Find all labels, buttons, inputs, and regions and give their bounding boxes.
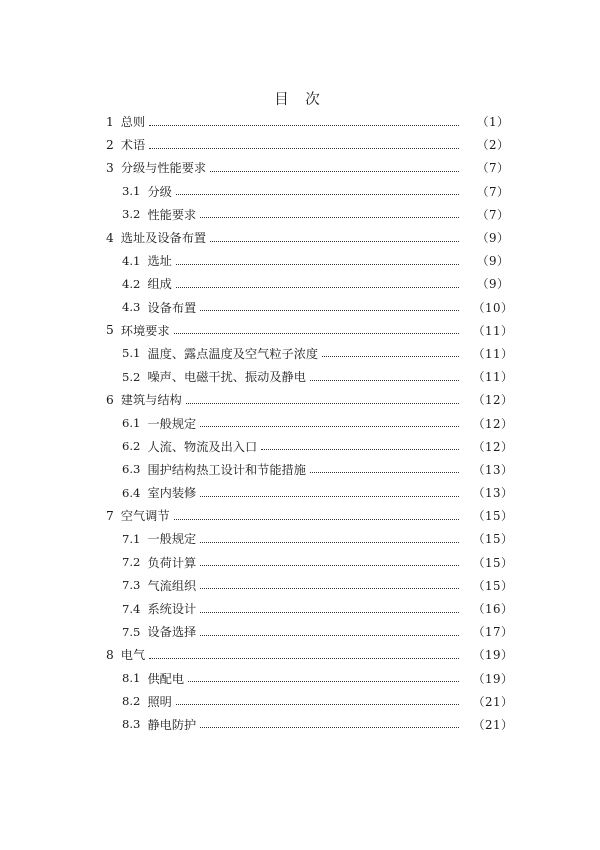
toc-subentry[interactable] <box>0 597 600 620</box>
dot-leader <box>200 541 459 543</box>
toc-entry[interactable] <box>0 643 600 666</box>
dot-leader <box>149 147 459 149</box>
toc-entry-page: （13） <box>472 486 514 501</box>
toc-entry[interactable] <box>0 156 600 179</box>
toc-subentry[interactable] <box>0 481 600 504</box>
toc-entry-page: （9） <box>476 254 510 269</box>
toc-entry-label: 选址 <box>147 254 172 269</box>
toc-entry-label: 总则 <box>120 115 146 130</box>
toc-entry-label: 照明 <box>147 694 172 709</box>
dot-leader <box>176 703 459 705</box>
dot-leader <box>200 564 459 566</box>
toc-entry-label: 室内装修 <box>147 486 197 501</box>
toc-entry-number: 7.3 <box>122 578 141 593</box>
page-title: 目 次 <box>274 92 326 108</box>
toc-entry[interactable] <box>0 110 600 133</box>
dot-leader <box>310 471 459 473</box>
toc-entry-label: 环境要求 <box>120 323 170 338</box>
dot-leader <box>200 611 459 613</box>
toc-entry[interactable] <box>0 226 600 249</box>
toc-subentry[interactable] <box>0 272 600 295</box>
toc-entry-label: 选址及设备布置 <box>120 231 207 246</box>
toc-entry-number: 7.4 <box>122 601 141 616</box>
toc-entry-label: 气流组织 <box>147 578 197 593</box>
toc-entry-number: 1 <box>106 114 114 129</box>
toc-subentry[interactable] <box>0 435 600 458</box>
toc-entry-page: （12） <box>472 439 514 454</box>
toc-entry-number: 2 <box>106 137 114 152</box>
dot-leader <box>200 425 459 427</box>
dot-leader <box>200 587 459 589</box>
toc-entry-page: （15） <box>472 509 514 524</box>
dot-leader <box>200 634 459 636</box>
toc-entry-page: （7） <box>476 184 510 199</box>
toc-entry-page: （12） <box>472 416 514 431</box>
toc-subentry[interactable] <box>0 296 600 319</box>
dot-leader <box>210 170 459 172</box>
toc-entry-label: 围护结构热工设计和节能措施 <box>147 462 306 477</box>
toc-entry-number: 7.5 <box>122 624 141 639</box>
toc-subentry[interactable] <box>0 690 600 713</box>
toc-entry-number: 6.3 <box>122 462 141 477</box>
toc-subentry[interactable] <box>0 342 600 365</box>
toc-entry-number: 8.1 <box>122 671 141 686</box>
toc-entry-number: 5.2 <box>122 369 141 384</box>
toc-entry-page: （12） <box>472 393 514 408</box>
toc-subentry[interactable] <box>0 713 600 736</box>
toc-subentry[interactable] <box>0 203 600 226</box>
toc-entry-number: 5 <box>106 323 114 338</box>
toc-entry-number: 4.1 <box>122 253 141 268</box>
toc-entry-number: 4 <box>106 230 114 245</box>
toc-entry[interactable] <box>0 133 600 156</box>
toc-entry-page: （15） <box>472 578 514 593</box>
toc-subentry[interactable] <box>0 551 600 574</box>
toc-entry-page: （16） <box>472 602 514 617</box>
toc-subentry[interactable] <box>0 527 600 550</box>
toc-subentry[interactable] <box>0 249 600 272</box>
dot-leader <box>210 240 459 242</box>
toc-entry-label: 噪声、电磁干扰、振动及静电 <box>147 370 306 385</box>
toc-entry-label: 设备选择 <box>147 625 197 640</box>
toc-entry-number: 4.2 <box>122 276 141 291</box>
toc-entry-page: （21） <box>472 694 514 709</box>
toc-entry-label: 空气调节 <box>120 509 170 524</box>
toc-entry-label: 性能要求 <box>147 207 197 222</box>
dot-leader <box>200 309 459 311</box>
toc-entry-page: （15） <box>472 555 514 570</box>
toc-entry-number: 4.3 <box>122 300 141 315</box>
dot-leader <box>200 726 459 728</box>
toc-entry-page: （10） <box>472 300 514 315</box>
toc-subentry[interactable] <box>0 620 600 643</box>
dot-leader <box>176 263 459 265</box>
toc-entry-page: （17） <box>472 625 514 640</box>
toc-entry-page: （1） <box>476 115 510 130</box>
toc-subentry[interactable] <box>0 365 600 388</box>
dot-leader <box>174 518 459 520</box>
dot-leader <box>188 680 459 682</box>
toc-subentry[interactable] <box>0 574 600 597</box>
toc-entry-number: 3 <box>106 160 114 175</box>
toc-entry[interactable] <box>0 504 600 527</box>
toc-entry[interactable] <box>0 319 600 342</box>
toc-entry-number: 6.4 <box>122 485 141 500</box>
toc-entry-label: 设备布置 <box>147 300 197 315</box>
dot-leader <box>149 657 459 659</box>
toc-entry-label: 建筑与结构 <box>120 393 182 408</box>
toc-entry-number: 8.2 <box>122 694 141 709</box>
toc-entry-number: 6 <box>106 392 114 407</box>
dot-leader <box>322 355 459 357</box>
toc-entry-label: 供配电 <box>147 671 185 686</box>
dot-leader <box>200 216 459 218</box>
toc-entry-number: 6.2 <box>122 439 141 454</box>
toc-entry-page: （7） <box>476 161 510 176</box>
toc-entry-page: （11） <box>472 370 514 385</box>
toc-entry-page: （11） <box>472 323 514 338</box>
dot-leader <box>261 448 459 450</box>
toc-entry-page: （11） <box>472 346 514 361</box>
toc-entry-page: （19） <box>472 648 514 663</box>
toc-entry-number: 7 <box>106 508 114 523</box>
toc-entry-number: 8 <box>106 647 114 662</box>
toc-entry-label: 一般规定 <box>147 416 197 431</box>
dot-leader <box>186 402 459 404</box>
table-of-contents <box>0 110 600 736</box>
dot-leader <box>176 193 459 195</box>
toc-entry-page: （13） <box>472 462 514 477</box>
toc-entry-label: 分级 <box>147 184 172 199</box>
toc-entry-number: 7.2 <box>122 555 141 570</box>
toc-entry-label: 一般规定 <box>147 532 197 547</box>
toc-entry-label: 电气 <box>120 648 146 663</box>
toc-subentry[interactable] <box>0 180 600 203</box>
toc-entry-label: 负荷计算 <box>147 555 197 570</box>
toc-entry-number: 3.1 <box>122 184 141 199</box>
toc-entry-number: 7.1 <box>122 531 141 546</box>
dot-leader <box>310 379 459 381</box>
toc-entry-number: 8.3 <box>122 717 141 732</box>
dot-leader <box>149 124 459 126</box>
toc-entry-page: （19） <box>472 671 514 686</box>
toc-entry-page: （2） <box>476 138 510 153</box>
toc-entry-page: （7） <box>476 207 510 222</box>
toc-entry-label: 术语 <box>120 138 146 153</box>
toc-subentry[interactable] <box>0 667 600 690</box>
toc-entry-number: 5.1 <box>122 346 141 361</box>
toc-entry-label: 静电防护 <box>147 717 197 732</box>
toc-subentry[interactable] <box>0 458 600 481</box>
toc-subentry[interactable] <box>0 411 600 434</box>
toc-entry[interactable] <box>0 388 600 411</box>
toc-entry-label: 组成 <box>147 277 172 292</box>
toc-entry-label: 系统设计 <box>147 602 197 617</box>
toc-entry-page: （9） <box>476 231 510 246</box>
toc-entry-label: 分级与性能要求 <box>120 161 207 176</box>
toc-entry-label: 人流、物流及出入口 <box>147 439 258 454</box>
toc-entry-number: 6.1 <box>122 416 141 431</box>
dot-leader <box>174 332 459 334</box>
toc-entry-page: （15） <box>472 532 514 547</box>
toc-entry-number: 3.2 <box>122 207 141 222</box>
toc-entry-page: （21） <box>472 717 514 732</box>
dot-leader <box>200 495 459 497</box>
dot-leader <box>176 286 459 288</box>
toc-entry-page: （9） <box>476 277 510 292</box>
toc-entry-label: 温度、露点温度及空气粒子浓度 <box>147 346 319 361</box>
